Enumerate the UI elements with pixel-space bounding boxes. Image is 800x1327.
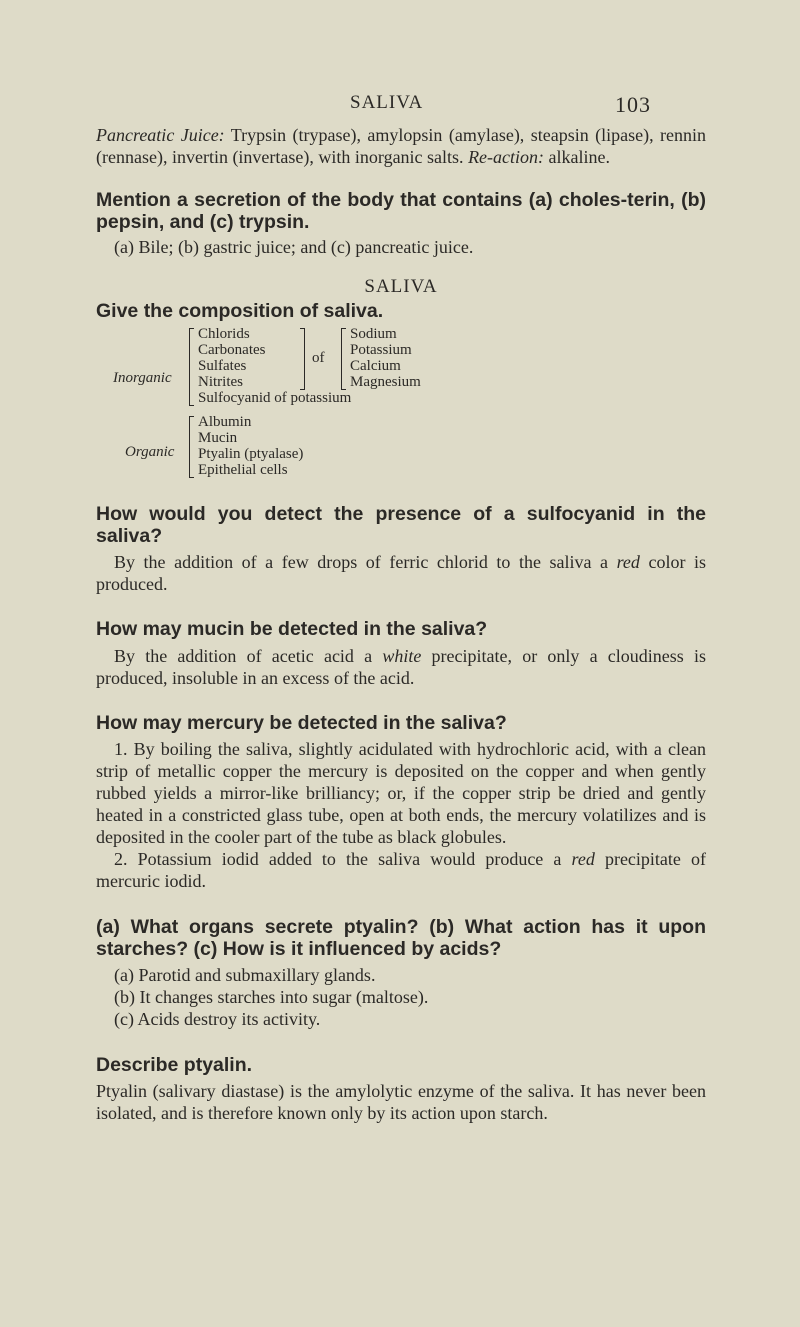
answer-text: precipitate of mercuric iodid. xyxy=(96,849,707,891)
salt-item: Chlorids xyxy=(198,326,250,342)
running-title: SALIVA xyxy=(350,92,424,113)
reaction-value: alkaline. xyxy=(548,147,611,167)
inorganic-brace xyxy=(189,328,194,406)
organic-brace xyxy=(189,416,194,478)
question-ptyalin-organs: (a) What organs secrete ptyalin? (b) What action has it upon starches? (c) How is it influenced by acids? xyxy=(96,916,706,960)
salt-item: Carbonates xyxy=(198,342,266,358)
page-number: 103 xyxy=(615,92,651,117)
answer-secretion: (a) Bile; (b) gastric juice; and (c) pancreatic juice. xyxy=(114,237,474,257)
composition-table xyxy=(96,322,706,502)
question-mucin: How may mucin be detected in the saliva? xyxy=(96,618,488,640)
organic-label: Organic xyxy=(125,444,175,460)
answer-line: (c) Acids destroy its activity. xyxy=(114,1009,321,1029)
organic-item: Ptyalin (ptyalase) xyxy=(198,446,304,462)
salts-brace xyxy=(300,328,305,390)
salt-item: Sulfates xyxy=(198,358,247,374)
question-secretion: Mention a secretion of the body that contains (a) choles-terin, (b) pepsin, and (c) trypsin. xyxy=(96,189,706,233)
answer-line: (a) Parotid and submaxillary glands. xyxy=(114,965,376,985)
organic-item: Epithelial cells xyxy=(198,462,288,478)
answer-text: By the addition of acetic acid a xyxy=(114,646,373,666)
answer-mercury-1: 1. By boiling the saliva, slightly acidulated with hydrochloric acid, with a clean strip of metallic copper the mercury is deposited on the copper and when gently rubbed yields a mirror-like brilliancy; or, if the copper strip be dried and gently heated in a constricted glass tube, open at both ends, the mercury volatilizes and is deposited in the cooler part of the tube as black globules. xyxy=(96,739,706,847)
answer-text: color is produced. xyxy=(96,552,707,594)
base-item: Potassium xyxy=(350,342,412,358)
organic-item: Mucin xyxy=(198,430,238,446)
bases-brace xyxy=(341,328,346,390)
answer-line: (b) It changes starches into sugar (maltose). xyxy=(114,987,429,1007)
question-composition: Give the composition of saliva. xyxy=(96,300,384,322)
section-title: SALIVA xyxy=(364,276,438,297)
qa-mercury xyxy=(96,712,706,892)
salt-item: Nitrites xyxy=(198,374,243,390)
answer-text: precipitate, or only a cloudiness is produced, insoluble in an excess of the acid. xyxy=(96,646,706,688)
qa-mucin xyxy=(96,618,706,689)
question-describe-ptyalin: Describe ptyalin. xyxy=(96,1054,253,1076)
reaction-label: Re-action: xyxy=(468,147,545,167)
base-item: Sodium xyxy=(350,326,397,342)
qa-describe-ptyalin xyxy=(96,1054,706,1124)
answer-text: 2. Potassium iodid added to the saliva would produce a xyxy=(114,849,562,869)
answer-emphasis: white xyxy=(382,646,422,666)
of-connector: of xyxy=(312,350,325,366)
answer-describe-ptyalin: Ptyalin (salivary diastase) is the amylolytic enzyme of the saliva. It has never been isolated, and is therefore known only by its action upon starch. xyxy=(96,1081,706,1123)
base-item: Calcium xyxy=(350,358,401,374)
answer-text: By the addition of a few drops of ferric chlorid to the saliva a xyxy=(114,552,609,572)
pancreatic-label: Pancreatic Juice: xyxy=(96,125,225,145)
answer-mucin xyxy=(96,645,706,689)
page-content xyxy=(96,124,706,1124)
qa-ptyalin-organs xyxy=(96,916,706,1030)
pancreatic-paragraph xyxy=(96,124,706,168)
qa-secretion xyxy=(96,189,706,258)
inorganic-label: Inorganic xyxy=(113,370,172,386)
sulfocyanid-item: Sulfocyanid of potassium xyxy=(198,390,352,406)
qa-composition xyxy=(96,300,706,502)
question-sulfocyanid: How would you detect the presence of a sulfocyanid in the saliva? xyxy=(96,503,706,547)
qa-sulfocyanid xyxy=(96,503,706,595)
organic-item: Albumin xyxy=(198,414,252,430)
answer-sulfocyanid xyxy=(96,551,706,595)
answer-emphasis: red xyxy=(616,552,640,572)
answer-mercury-2 xyxy=(96,848,706,892)
pancreatic-body: Trypsin (trypase), amylopsin (amylase), steapsin (lipase), rennin (rennase), invertin (invertase), with inorganic salts. xyxy=(96,125,706,167)
answer-emphasis: red xyxy=(571,849,595,869)
question-mercury: How may mercury be detected in the saliva? xyxy=(96,712,507,734)
base-item: Magnesium xyxy=(350,374,421,390)
